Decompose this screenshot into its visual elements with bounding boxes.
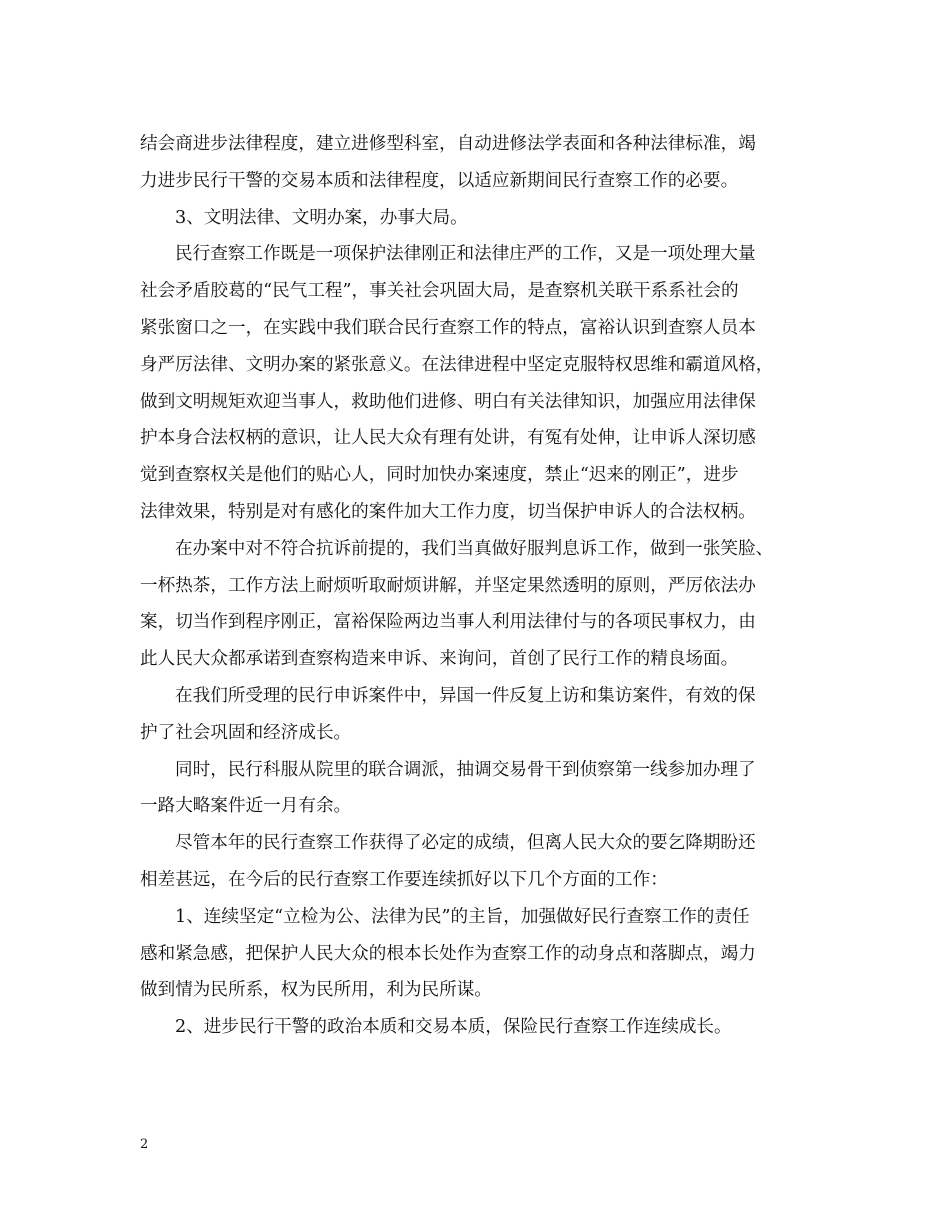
text-line: 一路大略案件近一月有余。 — [140, 796, 352, 817]
text-line: 3、文明法律、文明办案，办事大局。 — [175, 207, 468, 228]
text-line: 护了社会巩固和经济成长。 — [140, 722, 352, 743]
text-line: 护本身合法权柄的意识，让人民大众有理有处讲，有冤有处伸，让申诉人深切感 — [140, 428, 756, 449]
text-line: 做到情为民所系，权为民所用，利为民所谋。 — [140, 980, 492, 1001]
text-line: 身严厉法律、文明办案的紧张意义。在法律进程中坚定克服特权思维和霸道风格， — [140, 354, 774, 375]
text-line: 相差甚远，在今后的民行查察工作要连续抓好以下几个方面的工作： — [140, 869, 668, 890]
text-line: 在我们所受理的民行申诉案件中，异国一件反复上访和集访案件，有效的保 — [175, 685, 756, 706]
text-line: 做到文明规矩欢迎当事人，救助他们进修、明白有关法律知识，加强应用法律保 — [140, 391, 756, 412]
text-line: 尽管本年的民行查察工作获得了必定的成绩，但离人民大众的要乞降期盼还 — [175, 833, 756, 854]
text-line: 同时，民行科服从院里的联合调派，抽调交易骨干到侦察第一线参加办理了 — [175, 759, 756, 780]
text-line: 结会商进步法律程度，建立进修型科室，自动进修法学表面和各种法律标准，竭 — [140, 134, 756, 154]
text-line: 2、进步民行干警的政治本质和交易本质，保险民行查察工作连续成长。 — [175, 1017, 732, 1038]
text-line: 1、连续坚定“立检为公、法律为民”的主旨，加强做好民行查察工作的责任 — [175, 906, 750, 927]
text-line: 在办案中对不符合抗诉前提的，我们当真做好服判息诉工作，做到一张笑脸、 — [175, 538, 774, 559]
text-line: 觉到查察权关是他们的贴心人，同时加快办案速度，禁止“迟来的刚正”，进步 — [140, 465, 739, 486]
text-line: 力进步民行干警的交易本质和法律程度，以适应新期间民行查察工作的必要。 — [140, 170, 739, 191]
text-line: 法律效果，特别是对有感化的案件加大工作力度，切当保护申诉人的合法权柄。 — [140, 501, 756, 522]
body-text — [140, 126, 810, 1046]
text-line: 案，切当作到程序刚正，富裕保险两边当事人利用法律付与的各项民事权力，由 — [140, 612, 756, 633]
text-line: 紧张窗口之一，在实践中我们联合民行查察工作的特点，富裕认识到查察人员本 — [140, 317, 756, 338]
text-line: 民行查察工作既是一项保护法律刚正和法律庄严的工作，又是一项处理大量 — [175, 244, 756, 265]
text-line: 一杯热茶，工作方法上耐烦听取耐烦讲解，并坚定果然透明的原则，严厉依法办 — [140, 575, 756, 596]
text-line: 社会矛盾胶葛的“民气工程”，事关社会巩固大局，是查察机关联干系系社会的 — [140, 281, 739, 302]
page-number: 2 — [140, 1137, 149, 1152]
text-line: 此人民大众都承诺到查察构造来申诉、来询问，首创了民行工作的精良场面。 — [140, 649, 739, 670]
text-line: 感和紧急感，把保护人民大众的根本长处作为查察工作的动身点和落脚点，竭力 — [140, 943, 756, 964]
